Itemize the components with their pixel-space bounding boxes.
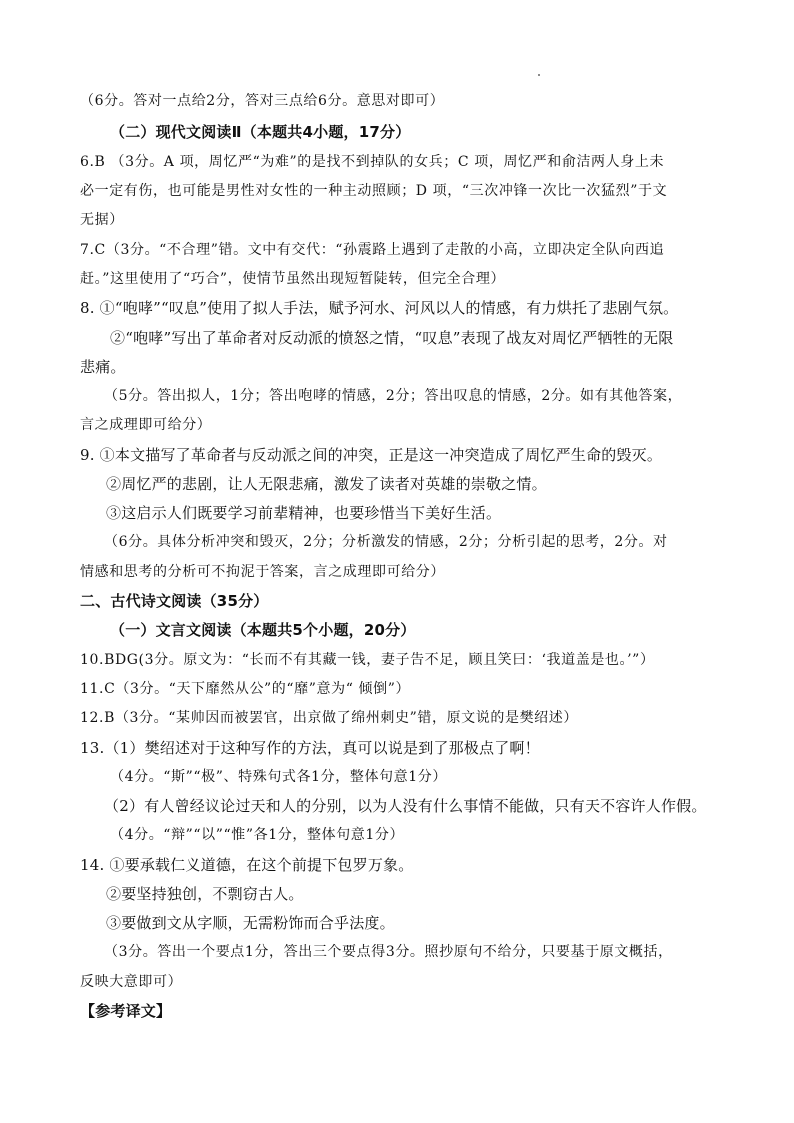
section-modern-reading-2-heading: （二）现代文阅读Ⅱ（本题共4小题，17分） [110,123,411,141]
q8-scoring-line-1: （5分。答出拟人，1分；答出咆哮的情感，2分；答出叹息的情感，2分。如有其他答案， [104,388,683,404]
q14-scoring-line-1: （3分。答出一个要点1分，答出三个要点得3分。照抄原句不给分，只要基于原文概括， [104,944,673,960]
q8-point-1: 8. ①“咆哮”“叹息”使用了拟人手法，赋予河水、河风以人的情感，有力烘托了悲剧气氛。 [80,299,679,317]
q9-point-1: 9. ①本文描写了革命者与反动派之间的冲突，正是这一冲突造成了周忆严生命的毁灭。 [80,446,663,464]
subsection-classical-prose-heading: （一）文言文阅读（本题共5个小题，20分） [110,621,416,639]
q6-answer-line-3: 无据） [80,212,124,228]
q11-answer: 11.C（3分。“天下靡然从公”的“靡”意为“ 倾倒”） [80,681,411,697]
q5-scoring-note: （6分。答对一点给2分，答对三点给6分。意思对即可） [80,93,445,109]
q9-scoring-line-1: （6分。具体分析冲突和毁灭，2分；分析激发的情感，2分；分析引起的思考，2分。对 [104,534,668,550]
q9-scoring-line-2: 情感和思考的分析可不拘泥于答案，言之成理即可给分） [80,564,445,580]
reference-translation-heading: 【参考译文】 [80,1002,172,1020]
q14-scoring-line-2: 反映大意即可） [80,974,183,990]
q14-point-3: ③要做到文从字顺，无需粉饰而合乎法度。 [106,914,395,932]
section-classical-reading-heading: 二、古代诗文阅读（35分） [80,592,269,610]
q14-point-1: 14. ①要承载仁义道德，在这个前提下包罗万象。 [80,856,414,874]
q8-point-2-line-2: 悲痛。 [80,358,126,376]
q13-part-1-scoring: （4分。“斯”“极”、特殊句式各1分，整体句意1分） [110,769,447,785]
q8-scoring-line-2: 言之成理即可给分） [80,417,212,433]
q7-answer-line-1: 7.C（3分。“不合理”错。文中有交代：“孙震路上遇到了走散的小高，立即决定全队向西追 [80,242,665,258]
q13-part-2: （2）有人曾经议论过天和人的分别，以为人没有什么事情不能做，只有天不容许人作假。 [104,797,707,815]
q9-point-3: ③这启示人们既要学习前辈精神，也要珍惜当下美好生活。 [106,504,502,522]
q6-answer-line-2: 必一定有伤，也可能是男性对女性的一种主动照顾；D 项，“三次冲锋一次比一次猛烈”于文 [80,183,668,199]
q7-answer-line-2: 赶。”这里使用了“巧合”，使情节虽然出现短暂陡转，但完全合理） [80,271,506,287]
q10-answer: 10.BDG(3分。原文为：“长而不有其藏一钱，妻子告不足，顾且笑曰：‘我道盖是也。’”） [80,652,655,668]
q12-answer: 12.B（3分。“某帅因而被罢官，出京做了绵州刺史”错，原文说的是樊绍述） [80,710,578,726]
q13-part-1: 13.（1）樊绍述对于这种写作的方法，真可以说是到了那极点了啊！ [80,739,540,757]
scan-speck [538,74,540,76]
q6-answer-line-1: 6.B （3分。A 项，周忆严“为难”的是找不到掉队的女兵；C 项，周忆严和俞洁两人身上未 [80,154,665,170]
q13-part-2-scoring: （4分。“辩”“以”“惟”各1分，整体句意1分） [110,827,405,843]
q8-point-2-line-1: ②“咆哮”写出了革命者对反动派的愤怒之情，“叹息”表现了战友对周忆严牺牲的无限 [110,329,674,347]
q9-point-2: ②周忆严的悲剧，让人无限悲痛，激发了读者对英雄的崇敬之情。 [106,475,547,493]
q14-point-2: ②要坚持独创，不剽窃古人。 [106,885,304,903]
